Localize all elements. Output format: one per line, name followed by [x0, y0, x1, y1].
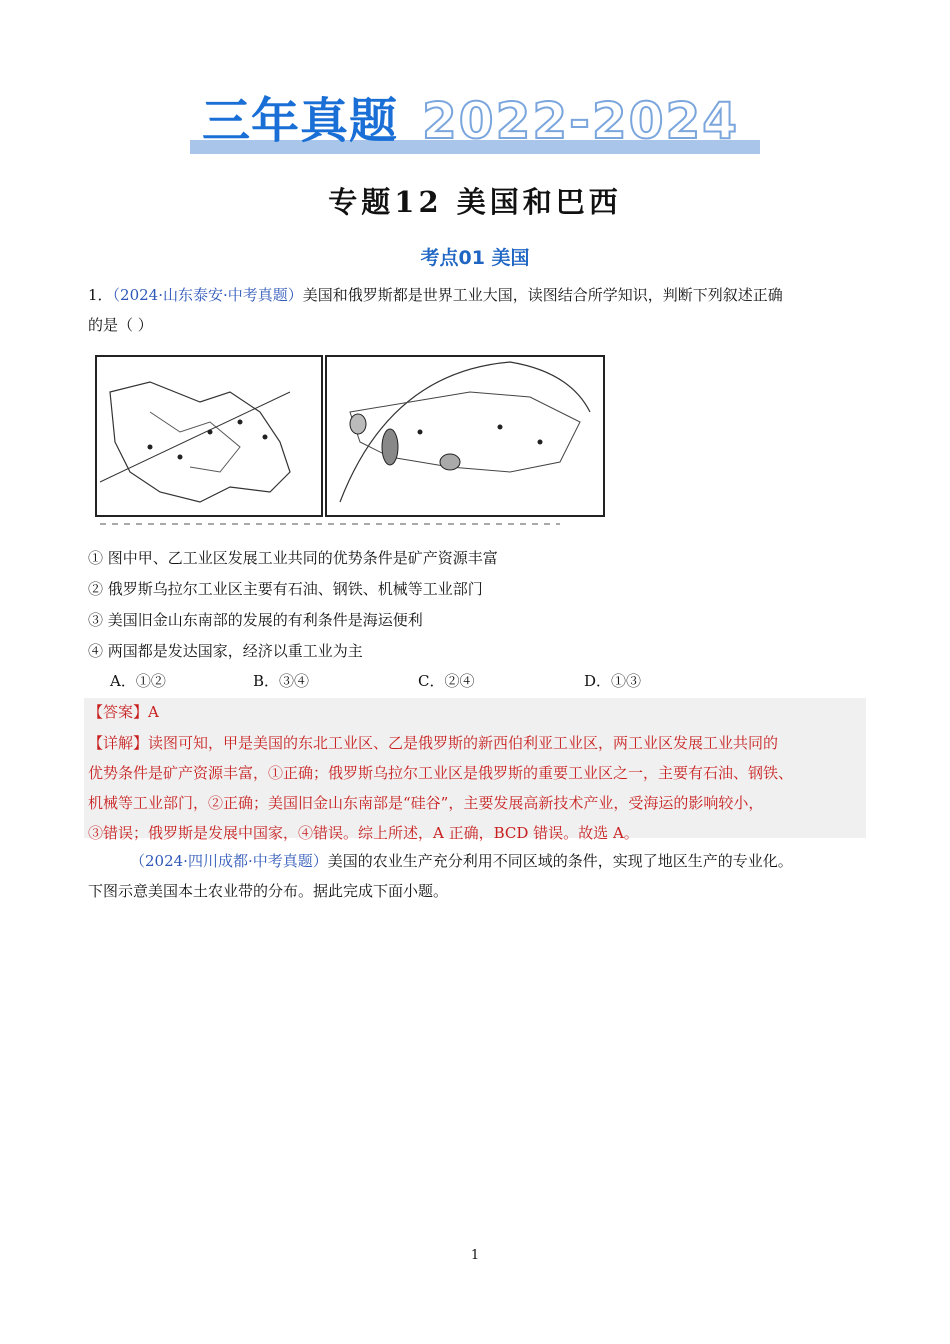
q1-number: 1． [88, 286, 113, 304]
answer-value: A [148, 703, 159, 721]
q1-option-a: A．①② [110, 672, 166, 690]
q1-explain-line-4: ③错误；俄罗斯是发展中国家，④错误。综上所述，A 正确，BCD 错误。故选 A。 [88, 824, 639, 842]
q1-explain-line-1 [88, 733, 778, 753]
q2-source: （2024·四川成都·中考真题） [130, 852, 328, 870]
q1-option-b: B．③④ [253, 672, 310, 690]
page-number: 1 [470, 1248, 480, 1263]
q1-statement-2: ② 俄罗斯乌拉尔工业区主要有石油、钢铁、机械等工业部门 [88, 580, 483, 598]
answer-label: 【答案】 [88, 703, 149, 721]
q1-statement-1: ① 图中甲、乙工业区发展工业共同的优势条件是矿产资源丰富 [88, 549, 498, 567]
banner-text-main: 三年真题 [202, 93, 399, 149]
q1-option-d: D．①③ [584, 672, 642, 690]
explain-label: 【详解】 [88, 734, 149, 752]
q1-option-c: C．②④ [418, 672, 475, 690]
q1-statement-4: ④ 两国都是发达国家，经济以重工业为主 [88, 642, 363, 660]
page-title: 专题12 美国和巴西 [328, 185, 622, 219]
q1-source: （2024·山东泰安·中考真题） [112, 286, 303, 304]
q1-line-1 [88, 285, 783, 305]
section-heading: 考点01 美国 [420, 247, 530, 269]
q2-text-2: 下图示意美国本土农业带的分布。据此完成下面小题。 [88, 882, 449, 900]
banner-text-years: 2022-2024 [422, 92, 740, 150]
q1-statement-3: ③ 美国旧金山东南部的发展的有利条件是海运便利 [88, 611, 423, 629]
q1-answer [88, 702, 159, 722]
q2-line-1 [130, 851, 793, 871]
usa-russia-map-figure [90, 352, 610, 532]
q1-explain-line-2: 优势条件是矿产资源丰富，①正确；俄罗斯乌拉尔工业区是俄罗斯的重要工业区之一，主要有石油、钢铁、 [88, 764, 794, 782]
q1-explain-line-3: 机械等工业部门，②正确；美国旧金山东南部是“硅谷”，主要发展高新技术产业，受海运的影响较小， [88, 794, 764, 812]
q2-text-1: 美国的农业生产充分利用不同区域的条件，实现了地区生产的专业化。 [327, 852, 793, 870]
title-banner [190, 92, 760, 154]
q1-text-1: 美国和俄罗斯都是世界工业大国，读图结合所学知识，判断下列叙述正确 [302, 286, 783, 304]
q1-text-2: 的是（ ） [88, 316, 153, 334]
explain-text-1: 读图可知，甲是美国的东北工业区、乙是俄罗斯的新西伯利亚工业区，两工业区发展工业共同的 [148, 734, 779, 752]
